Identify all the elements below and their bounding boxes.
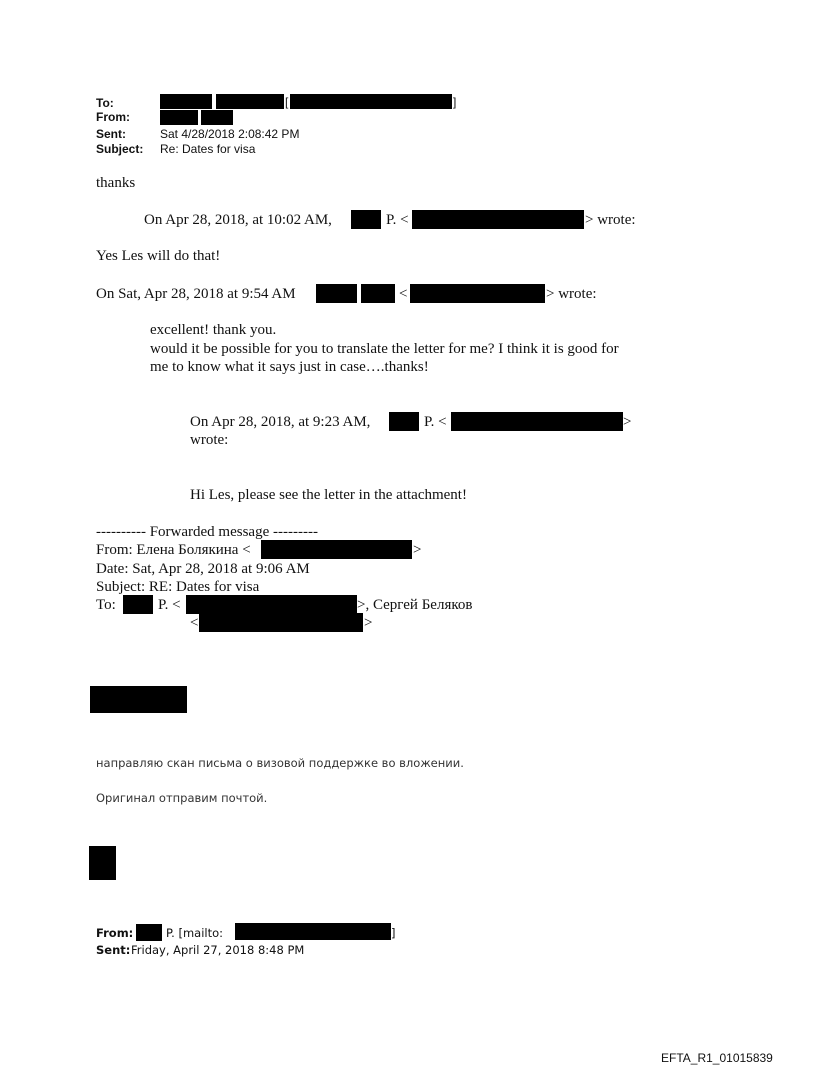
- quote2-prefix: On Sat, Apr 28, 2018 at 9:54 AM: [96, 286, 296, 302]
- redaction-block: [199, 613, 363, 632]
- message-line-1: excellent! thank you.: [150, 322, 277, 338]
- redaction-block: [451, 412, 623, 431]
- redaction-block: [290, 94, 452, 109]
- forwarded-date: Date: Sat, Apr 28, 2018 at 9:06 AM: [96, 561, 310, 577]
- redaction-block: [261, 540, 412, 559]
- to-bracket-close: ]: [453, 95, 457, 109]
- redaction-block: [361, 284, 395, 303]
- quote3-mid: P. <: [424, 414, 447, 430]
- redaction-block: [351, 210, 381, 229]
- quote1-suffix: > wrote:: [585, 212, 636, 228]
- prior-from-mid: P. [mailto:: [166, 926, 224, 940]
- from-label: From:: [96, 110, 130, 124]
- quote3-suffix: >: [623, 414, 632, 430]
- redaction-block: [389, 412, 419, 431]
- quote2-suffix: > wrote:: [546, 286, 597, 302]
- thanks-text: thanks: [96, 175, 136, 191]
- prior-from-close: ]: [391, 926, 396, 940]
- reply-line: Yes Les will do that!: [96, 248, 221, 264]
- forwarded-to-prefix: To:: [96, 597, 116, 613]
- forwarded-to-line2-close: >: [364, 615, 373, 631]
- redaction-block: [160, 110, 198, 125]
- document-id: EFTA_R1_01015839: [661, 1051, 773, 1065]
- subject-label: Subject:: [96, 142, 144, 156]
- forwarded-to-suffix: >, Сергей Беляков: [357, 597, 473, 613]
- quote3-prefix: On Apr 28, 2018, at 9:23 AM,: [190, 414, 371, 430]
- quote3-wrote: wrote:: [190, 432, 229, 448]
- quote1-mid: P. <: [386, 212, 409, 228]
- prior-from-label: From:: [96, 926, 134, 940]
- redaction-block: [412, 210, 584, 229]
- forwarded-divider: ---------- Forwarded message ---------: [96, 524, 318, 540]
- redaction-block: [136, 924, 162, 941]
- to-bracket-open: [: [285, 95, 289, 109]
- redaction-block: [89, 846, 116, 880]
- forwarded-to-line2-open: <: [190, 615, 199, 631]
- redaction-block: [216, 94, 284, 109]
- redaction-block: [201, 110, 233, 125]
- quote1-prefix: On Apr 28, 2018, at 10:02 AM,: [144, 212, 332, 228]
- redaction-block: [123, 595, 153, 614]
- sent-value: Sat 4/28/2018 2:08:42 PM: [160, 127, 300, 141]
- redaction-block: [90, 686, 187, 713]
- forwarded-to-mid: P. <: [158, 597, 181, 613]
- message-line-2: would it be possible for you to translate the letter for me? I think it is good for: [150, 341, 619, 357]
- hi-line: Hi Les, please see the letter in the attachment!: [190, 487, 467, 503]
- forwarded-from-prefix: From: Елена Болякина <: [96, 542, 251, 558]
- prior-sent-label: Sent:: [96, 943, 131, 957]
- redaction-block: [186, 595, 357, 614]
- prior-sent-value: Friday, April 27, 2018 8:48 PM: [131, 943, 305, 957]
- forwarded-subject: Subject: RE: Dates for visa: [96, 579, 260, 595]
- message-line-3: me to know what it says just in case….thanks!: [150, 359, 429, 375]
- redaction-block: [410, 284, 545, 303]
- sent-label: Sent:: [96, 127, 126, 141]
- quote2-mid: <: [399, 286, 408, 302]
- forwarded-from-suffix: >: [413, 542, 422, 558]
- to-label: To:: [96, 96, 114, 110]
- redaction-block: [235, 923, 391, 940]
- russian-line-2: Оригинал отправим почтой.: [96, 791, 268, 805]
- russian-line-1: направляю скан письма о визовой поддержке во вложении.: [96, 756, 464, 770]
- subject-value: Re: Dates for visa: [160, 142, 256, 156]
- redaction-block: [160, 94, 212, 109]
- redaction-block: [316, 284, 357, 303]
